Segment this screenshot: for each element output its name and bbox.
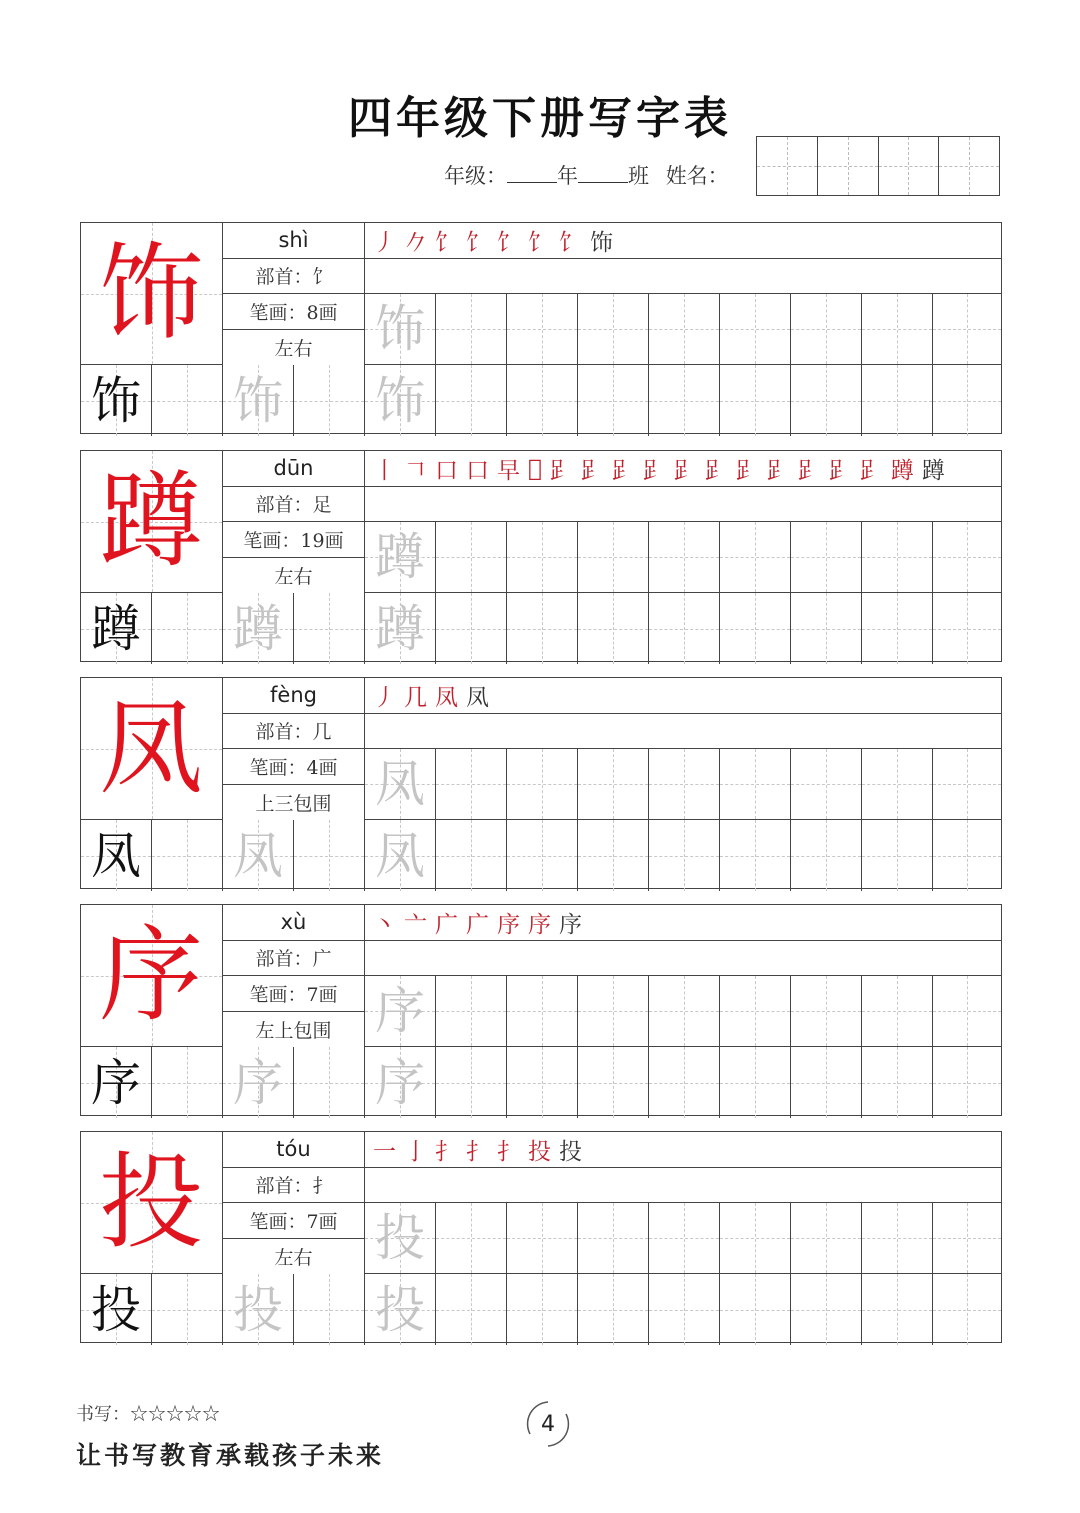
practice-cell[interactable] [81,1047,152,1118]
grade-label: 年级： [444,164,507,188]
character-info [223,678,365,820]
stroke-step: 𧾷 [797,458,821,484]
practice-cell[interactable] [81,365,152,436]
character-info [223,905,365,1047]
class-blank[interactable] [578,164,628,183]
character-block [80,677,1002,889]
practice-cell[interactable] [933,1203,1001,1274]
trace-character: 蹲 [375,528,425,586]
practice-cell[interactable] [223,593,294,664]
model-character-cell [81,678,223,820]
trace-character: 序 [233,1053,283,1112]
trace-character: 饰 [375,371,425,430]
trace-character: 投 [233,1280,283,1339]
practice-cell[interactable] [507,976,578,1047]
practice-cell[interactable] [365,294,436,365]
model-character-cell [81,451,223,593]
stroke-step: 序 [559,912,582,938]
model-character: 投 [98,1141,203,1263]
practice-cell[interactable] [791,976,862,1047]
practice-cell[interactable] [720,593,791,664]
stroke-step: 口 [435,458,458,484]
practice-cell[interactable] [720,1203,791,1274]
name-box-cell[interactable] [757,137,818,195]
practice-cell[interactable] [649,749,720,820]
practice-cell[interactable] [578,593,649,664]
practice-cell[interactable] [649,365,720,436]
practice-cell[interactable] [436,1274,507,1345]
stroke-step: 𧾷 [828,458,852,484]
page-number [520,1396,576,1452]
practice-cell[interactable] [152,1047,223,1118]
stroke-step: 亠 [404,912,427,938]
practice-cell[interactable] [933,976,1001,1047]
practice-cell[interactable] [720,820,791,891]
character-info [223,451,365,593]
trace-character: 序 [375,1053,425,1112]
model-character: 序 [98,914,203,1036]
practice-cell[interactable] [862,593,933,664]
stroke-order [365,905,1001,941]
stroke-step: 饣 [497,230,520,256]
stroke-step: 广 [435,912,458,938]
name-label: 姓名： [665,164,729,188]
practice-cell[interactable] [862,820,933,891]
practice-cell[interactable] [223,365,294,436]
stroke-step: 扌 [497,1139,520,1165]
trace-character: 凤 [375,826,425,885]
stroke-count: 笔画：7画 [223,976,364,1012]
character-info [223,1132,365,1274]
practice-cell[interactable] [294,1047,365,1118]
practice-cell[interactable] [720,749,791,820]
structure: 上三包围 [255,792,332,815]
practice-cell[interactable] [578,1274,649,1345]
stroke-step: 𧾷 [611,458,635,484]
stroke-step: 投 [528,1139,551,1165]
practice-cell[interactable] [791,820,862,891]
class-suffix: 班 [628,164,649,188]
practice-cell[interactable] [152,1274,223,1345]
practice-cell[interactable] [933,365,1001,436]
stroke-step: 广 [466,912,489,938]
practice-cell[interactable] [365,522,436,593]
practice-cell[interactable] [791,1047,862,1118]
practice-cell[interactable] [507,1274,578,1345]
trace-character: 序 [375,982,425,1040]
practice-cell[interactable] [720,976,791,1047]
radical: 部首：扌 [223,1168,364,1204]
stroke-step: 序 [528,912,551,938]
practice-cell[interactable] [649,593,720,664]
stroke-step: 投 [559,1139,582,1165]
trace-character: 饰 [233,371,283,430]
practice-cell[interactable] [649,294,720,365]
character-block [80,1131,1002,1343]
practice-cell[interactable] [365,1047,436,1118]
practice-cell[interactable] [436,820,507,891]
stroke-step: 饣 [528,230,551,256]
stroke-step: 丿 [373,685,396,711]
radical: 部首：饣 [223,259,364,295]
stroke-step: 早 [497,458,520,484]
trace-character: 凤 [375,755,425,813]
practice-cell[interactable] [436,522,507,593]
reference-character: 凤 [91,826,141,885]
practice-cell[interactable] [436,1203,507,1274]
trace-character: 投 [375,1209,425,1267]
stroke-step: 扌 [435,1139,458,1165]
stroke-step: 蹲 [921,458,945,484]
stroke-step: 𠯁 [528,455,542,482]
practice-cell[interactable] [720,1274,791,1345]
stroke-step: 丶 [373,912,396,938]
practice-cell[interactable] [436,593,507,664]
practice-cell[interactable] [720,294,791,365]
practice-cell[interactable] [436,976,507,1047]
stroke-step: 几 [404,685,427,711]
practice-cell[interactable] [933,1274,1001,1345]
practice-cell[interactable] [294,593,365,664]
practice-cell[interactable] [933,294,1001,365]
practice-cell[interactable] [578,1203,649,1274]
stroke-step: 凤 [466,685,489,711]
stroke-step: 𠂊 [404,230,427,256]
stroke-step: 饣 [559,230,582,256]
structure: 左上包围 [255,1019,332,1042]
practice-cell[interactable] [294,820,365,891]
page-title: 四年级下册写字表 [348,93,732,144]
practice-cell[interactable] [720,1047,791,1118]
stroke-step: 凤 [435,685,458,711]
pinyin: tóu [223,1132,364,1168]
name-box-cell[interactable] [818,137,879,195]
practice-cell[interactable] [933,820,1001,891]
practice-cell[interactable] [791,1274,862,1345]
student-info [444,160,729,190]
pinyin: dūn [223,451,364,487]
page-number-text: 4 [541,1411,555,1437]
practice-cell[interactable] [223,1047,294,1118]
stroke-order [365,1132,1001,1168]
practice-cell[interactable] [862,365,933,436]
name-boxes[interactable] [756,136,1000,196]
stroke-step: 𧾷 [859,458,883,484]
practice-cell[interactable] [649,820,720,891]
model-character: 饰 [98,232,203,354]
practice-cell[interactable] [365,976,436,1047]
character-block [80,904,1002,1116]
practice-cell[interactable] [578,820,649,891]
year-suffix: 年 [557,164,578,188]
practice-cell[interactable] [81,820,152,891]
trace-character: 投 [375,1280,425,1339]
practice-cell[interactable] [436,749,507,820]
practice-cell[interactable] [862,522,933,593]
practice-cell[interactable] [933,749,1001,820]
practice-cell[interactable] [791,1203,862,1274]
writing-rating: 书写：☆☆☆☆☆ [76,1404,220,1425]
trace-character: 蹲 [375,599,425,658]
practice-cell[interactable] [933,593,1001,664]
practice-cell[interactable] [578,522,649,593]
radical: 部首：几 [223,714,364,750]
practice-cell[interactable] [578,1047,649,1118]
practice-cell[interactable] [791,593,862,664]
model-character: 凤 [98,687,203,809]
pinyin: xù [223,905,364,941]
grade-year-blank[interactable] [507,164,557,183]
practice-cell[interactable] [862,1047,933,1118]
model-character-cell [81,223,223,365]
character-block [80,222,1002,434]
stroke-count: 笔画：19画 [223,522,364,558]
stroke-step: 饣 [435,230,458,256]
model-character-cell [81,1132,223,1274]
practice-cell[interactable] [507,593,578,664]
stroke-step: 口 [466,458,489,484]
practice-cell[interactable] [365,1203,436,1274]
practice-cell[interactable] [507,820,578,891]
radical: 部首：广 [223,941,364,977]
notes-row[interactable] [365,259,1001,294]
practice-cell[interactable] [436,294,507,365]
structure: 左右 [274,1246,313,1269]
notes-row[interactable] [365,941,1001,976]
practice-cell[interactable] [578,976,649,1047]
practice-cell[interactable] [862,976,933,1047]
practice-cell[interactable] [933,1047,1001,1118]
reference-character: 序 [91,1053,141,1112]
stroke-step: 𧾷 [580,458,604,484]
notes-row[interactable] [365,1168,1001,1203]
slogan: 让书写教育承载孩子未来 [76,1441,385,1470]
model-character-cell [81,905,223,1047]
practice-cell[interactable] [365,593,436,664]
practice-cell[interactable] [649,522,720,593]
practice-cell[interactable] [791,294,862,365]
practice-cell[interactable] [507,1047,578,1118]
practice-cell[interactable] [294,1274,365,1345]
stroke-step: 扌 [466,1139,489,1165]
practice-cell[interactable] [578,749,649,820]
practice-cell[interactable] [507,1203,578,1274]
stroke-step: 𧾷 [704,458,728,484]
practice-cell[interactable] [578,365,649,436]
practice-cell[interactable] [81,593,152,664]
stroke-order [365,451,1001,487]
practice-cell[interactable] [365,1274,436,1345]
name-box-cell[interactable] [879,137,940,195]
practice-cell[interactable] [791,749,862,820]
practice-cell[interactable] [436,365,507,436]
practice-cell[interactable] [578,294,649,365]
practice-cell[interactable] [152,593,223,664]
stroke-step: 𠃍 [404,458,427,484]
stroke-step: 𧾷 [735,458,759,484]
practice-cell[interactable] [152,820,223,891]
structure: 左右 [274,337,313,360]
reference-character: 饰 [91,371,141,430]
practice-cell[interactable] [649,1274,720,1345]
reference-character: 蹲 [91,599,141,658]
stroke-step: 饣 [466,230,489,256]
practice-cell[interactable] [862,749,933,820]
notes-row[interactable] [365,714,1001,749]
practice-cell[interactable] [720,365,791,436]
practice-cell[interactable] [720,522,791,593]
practice-cell[interactable] [223,820,294,891]
notes-row[interactable] [365,487,1001,522]
practice-cell[interactable] [507,365,578,436]
practice-cell[interactable] [365,820,436,891]
stroke-step: 饰 [590,230,613,256]
practice-cell[interactable] [294,365,365,436]
stroke-step: 序 [497,912,520,938]
pinyin: fèng [223,678,364,714]
practice-cell[interactable] [649,1203,720,1274]
radical: 部首：足 [223,487,364,523]
practice-cell[interactable] [436,1047,507,1118]
practice-cell[interactable] [862,294,933,365]
practice-cell[interactable] [933,522,1001,593]
stroke-step: 𧾷 [549,458,573,484]
practice-cell[interactable] [862,1274,933,1345]
stroke-step: 丨 [373,458,396,484]
trace-character: 蹲 [233,599,283,658]
stroke-order [365,678,1001,714]
practice-cell[interactable] [791,522,862,593]
stroke-order [365,223,1001,259]
practice-cell[interactable] [223,1274,294,1345]
practice-cell[interactable] [507,749,578,820]
character-block [80,450,1002,662]
stroke-step: 一 [373,1139,396,1165]
trace-character: 饰 [375,300,425,358]
practice-cell[interactable] [649,976,720,1047]
character-info [223,223,365,365]
reference-character: 投 [91,1280,141,1339]
practice-cell[interactable] [365,365,436,436]
practice-cell[interactable] [507,522,578,593]
practice-cell[interactable] [649,1047,720,1118]
trace-character: 凤 [233,826,283,885]
stroke-count: 笔画：7画 [223,1203,364,1239]
practice-cell[interactable] [791,365,862,436]
stroke-step: 蹲 [890,458,914,484]
practice-cell[interactable] [365,749,436,820]
stroke-step: 𧾷 [673,458,697,484]
stroke-count: 笔画：4画 [223,749,364,785]
practice-cell[interactable] [81,1274,152,1345]
model-character: 蹲 [98,460,203,582]
practice-cell[interactable] [507,294,578,365]
stroke-count: 笔画：8画 [223,294,364,330]
name-box-cell[interactable] [939,137,999,195]
practice-cell[interactable] [152,365,223,436]
stroke-step: 亅 [404,1139,427,1165]
stroke-step: 𧾷 [766,458,790,484]
structure: 左右 [274,565,313,588]
stroke-step: 𧾷 [642,458,666,484]
pinyin: shì [223,223,364,259]
practice-cell[interactable] [862,1203,933,1274]
stroke-step: 丿 [373,230,396,256]
